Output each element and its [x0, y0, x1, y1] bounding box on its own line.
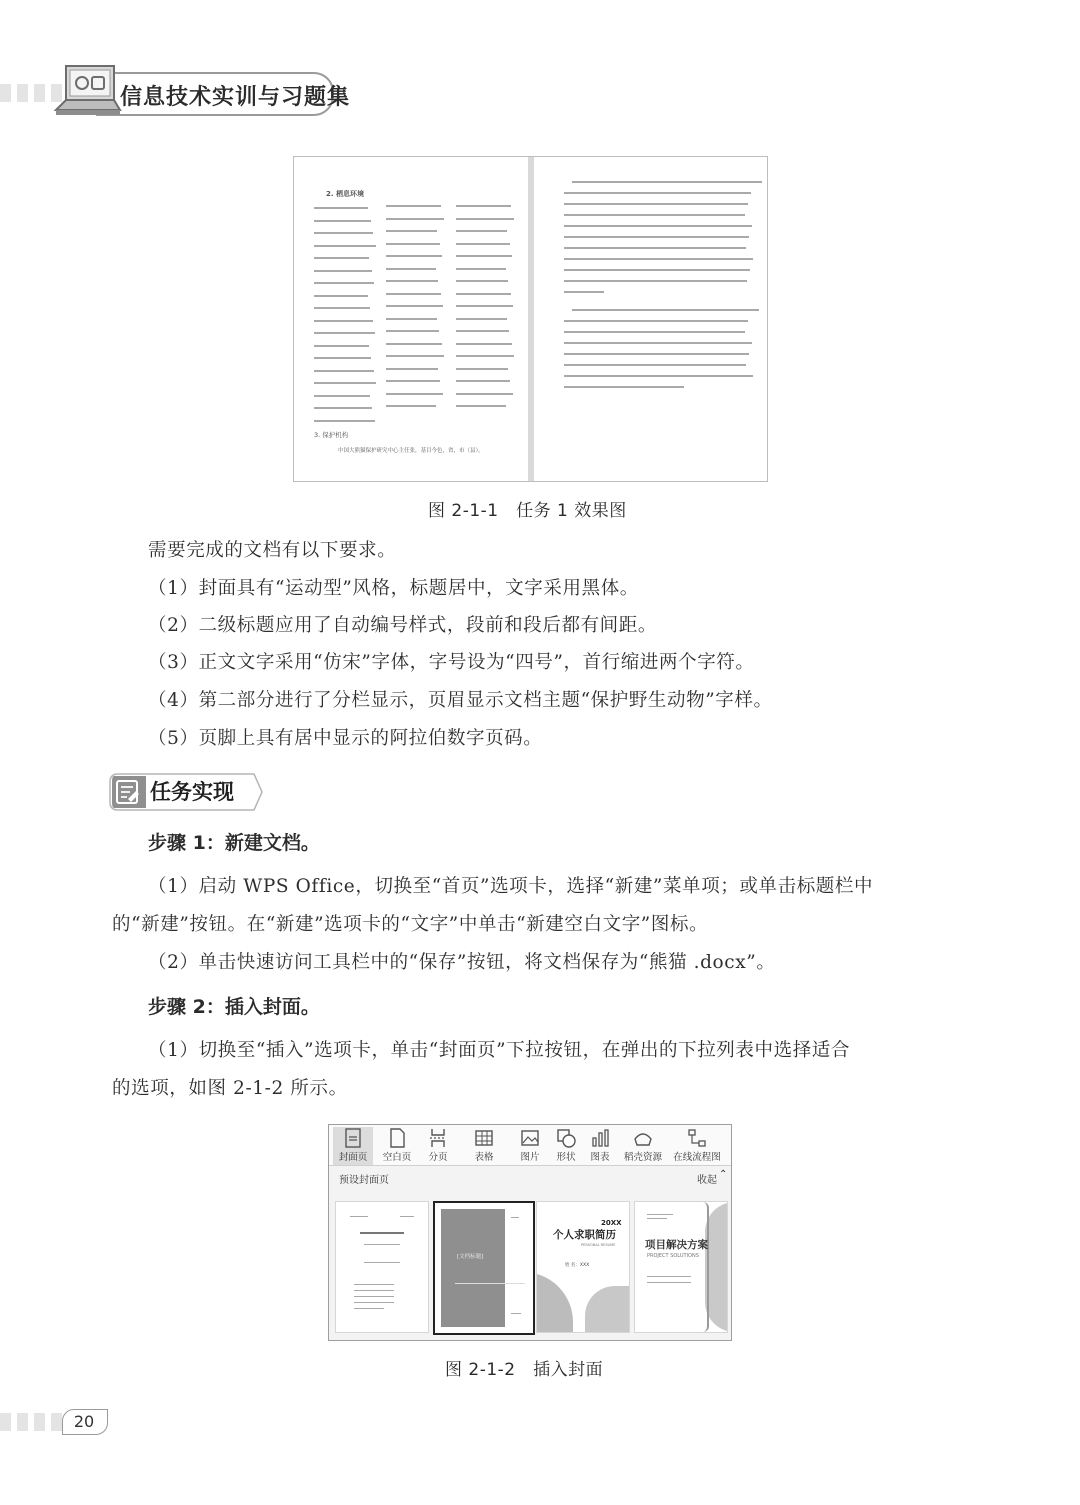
- preview-page-left: [294, 157, 529, 481]
- preview-line: [456, 293, 511, 295]
- requirement-item: （4）第二部分进行了分栏显示，页眉显示文档主题“保护野生动物”字样。: [148, 690, 773, 711]
- preview-line: [564, 364, 746, 366]
- blank-page-button[interactable]: [377, 1127, 417, 1165]
- preview-page-right: [534, 157, 767, 481]
- preview-line: [564, 203, 748, 205]
- step-2-line: 的选项，如图 2-1-2 所示。: [112, 1078, 348, 1099]
- shape-button[interactable]: [549, 1127, 583, 1165]
- preview-line: [564, 236, 749, 238]
- preview-line: [564, 353, 749, 355]
- requirement-item: （3）正文文字采用“仿宋”字体，字号设为“四号”，首行缩进两个字符。: [148, 652, 755, 673]
- preview-line: [314, 245, 376, 247]
- thumb-solution-title: 项目解决方案: [645, 1239, 708, 1251]
- preview-line: [314, 270, 372, 272]
- preview-line: [314, 345, 369, 347]
- ribbon-label: 封面页: [338, 1152, 368, 1163]
- ribbon-label: 图表: [590, 1152, 610, 1163]
- preview-line: [456, 268, 506, 270]
- preview-line: [386, 293, 441, 295]
- ribbon-label: 稻壳资源: [623, 1152, 662, 1163]
- preview-line: [314, 357, 371, 359]
- section-title: 任务实现: [150, 780, 234, 804]
- preview-line: [456, 343, 512, 345]
- preview-line: [386, 330, 439, 332]
- preview-line: [456, 380, 510, 382]
- thumb-resume-title: 个人求职简历: [553, 1229, 616, 1241]
- preview-line: [314, 382, 376, 384]
- preview-line: [456, 280, 508, 282]
- collapse-button[interactable]: 收起: [697, 1175, 717, 1186]
- preview-line: [564, 225, 752, 227]
- preview-line: [456, 330, 509, 332]
- flowchart-button[interactable]: [669, 1127, 725, 1165]
- requirement-item: （5）页脚上具有居中显示的阿拉伯数字页码。: [148, 728, 543, 749]
- preview-line: [564, 386, 684, 388]
- page-break-button[interactable]: [421, 1127, 455, 1165]
- figure-1-caption: 图 2-1-1 任务 1 效果图: [428, 501, 627, 521]
- preview-line: [564, 331, 745, 333]
- preview-line: [314, 370, 374, 372]
- requirement-item: （1）封面具有“运动型”风格，标题居中，文字采用黑体。: [148, 578, 639, 599]
- preview-line: [314, 232, 373, 234]
- cover-thumbnail-4[interactable]: [634, 1201, 728, 1333]
- preview-line: [314, 220, 371, 222]
- requirement-item: （2）二级标题应用了自动编号样式，段前和段后都有间距。: [148, 615, 657, 636]
- thumb-year: 20XX: [601, 1219, 622, 1227]
- preview-subheading: 3. 保护机构: [314, 431, 349, 439]
- preview-line: [314, 295, 368, 297]
- ribbon-label: 在线流程图: [673, 1152, 721, 1163]
- preview-line: [386, 230, 437, 232]
- preview-line: [456, 305, 513, 307]
- task-icon: [108, 772, 146, 812]
- cover-page-button[interactable]: [333, 1127, 373, 1165]
- figure-2-caption: 图 2-1-2 插入封面: [445, 1360, 604, 1380]
- preview-line: [386, 280, 438, 282]
- ribbon-label: 图片: [520, 1152, 540, 1163]
- preview-line: [564, 214, 745, 216]
- preview-line: [386, 205, 441, 207]
- preview-line: [456, 230, 507, 232]
- step-1-line: （2）单击快速访问工具栏中的“保存”按钮，将文档保存为“熊猫 .docx”。: [148, 952, 776, 973]
- preview-heading: 2. 栖息环境: [326, 190, 364, 198]
- preview-line: [456, 393, 513, 395]
- preview-line: [386, 368, 438, 370]
- picture-icon: [519, 1127, 541, 1149]
- ribbon-label: 分页: [428, 1152, 448, 1163]
- table-icon: [473, 1127, 495, 1149]
- footer-stripes: [0, 1413, 62, 1431]
- preview-line: [564, 258, 753, 260]
- thumb-title: [文档标题]: [457, 1254, 484, 1260]
- preview-line: [564, 192, 751, 194]
- insert-ribbon: [329, 1125, 731, 1166]
- preview-line: [572, 181, 762, 183]
- ribbon-label: 空白页: [382, 1152, 412, 1163]
- figure-1-document-preview: [293, 156, 768, 482]
- preview-line: [564, 291, 604, 293]
- page-break-icon: [427, 1127, 449, 1149]
- preset-cover-bar: [329, 1167, 731, 1187]
- resource-icon: [632, 1127, 654, 1149]
- thumb-resume-name: 姓 名：XXX: [565, 1263, 590, 1268]
- step-2-title: 步骤 2：插入封面。: [148, 996, 320, 1018]
- preview-line: [386, 355, 444, 357]
- preview-line: [456, 205, 511, 207]
- cover-page-icon: [342, 1127, 364, 1149]
- preview-line: [386, 243, 440, 245]
- preview-line: [456, 243, 510, 245]
- preview-line: [564, 375, 753, 377]
- resource-button[interactable]: [621, 1127, 665, 1165]
- preview-line: [564, 280, 747, 282]
- shape-icon: [555, 1127, 577, 1149]
- step-1-line: 的“新建”按钮。在“新建”选项卡的“文字”中单击“新建空白文字”图标。: [112, 914, 709, 935]
- figure-2-insert-cover: [328, 1124, 732, 1341]
- preview-line: [456, 255, 512, 257]
- cover-thumbnail-2[interactable]: [433, 1201, 535, 1335]
- preview-line: [456, 368, 508, 370]
- flowchart-icon: [686, 1127, 708, 1149]
- preview-line: [564, 342, 752, 344]
- preview-line: [564, 269, 750, 271]
- preview-line: [572, 309, 759, 311]
- preview-line: [564, 247, 746, 249]
- laptop-icon: [52, 60, 122, 122]
- cover-thumbnail-1[interactable]: [335, 1201, 429, 1333]
- preview-line: [314, 320, 373, 322]
- preview-line: [386, 255, 442, 257]
- preset-label: 预设封面页: [339, 1175, 389, 1186]
- ribbon-label: 形状: [556, 1152, 576, 1163]
- preview-footer-line: 中国大熊猫保护研究中心主任张，基目今色，省，市（县）。: [338, 448, 484, 454]
- chart-button[interactable]: [585, 1127, 615, 1165]
- blank-page-icon: [386, 1127, 408, 1149]
- chevron-up-icon: ⌃: [719, 1169, 728, 1180]
- preview-line: [386, 268, 436, 270]
- preview-line: [564, 320, 748, 322]
- book-title: 信息技术实训与习题集: [120, 85, 351, 110]
- preview-line: [386, 305, 443, 307]
- preview-line: [314, 332, 375, 334]
- preview-line: [314, 395, 370, 397]
- preview-line: [386, 393, 443, 395]
- preview-line: [314, 257, 369, 259]
- preview-line: [386, 380, 440, 382]
- preview-line: [456, 405, 506, 407]
- preview-line: [314, 307, 370, 309]
- ribbon-label: 表格: [474, 1152, 494, 1163]
- step-2-line: （1）切换至“插入”选项卡，单击“封面页”下拉按钮，在弹出的下拉列表中选择适合: [148, 1040, 851, 1061]
- thumb-solution-sub: PROJECT SOLUTIONS: [647, 1253, 699, 1259]
- step-1-line: （1）启动 WPS Office，切换至“首页”选项卡，选择“新建”菜单项；或单击标题栏中: [148, 876, 874, 897]
- preview-line: [456, 355, 514, 357]
- step-1-title: 步骤 1：新建文档。: [148, 832, 320, 854]
- preview-line: [314, 420, 375, 422]
- preview-line: [386, 318, 437, 320]
- preview-line: [456, 318, 507, 320]
- page-number: 20: [73, 1412, 95, 1431]
- preview-line: [456, 218, 514, 220]
- requirements-intro: 需要完成的文档有以下要求。: [148, 540, 397, 561]
- preview-line: [386, 218, 444, 220]
- cover-thumbnail-3[interactable]: [536, 1201, 630, 1333]
- preview-line: [386, 405, 436, 407]
- picture-button[interactable]: [513, 1127, 547, 1165]
- thumb-resume-sub: PERSONAL RESUME: [581, 1243, 616, 1247]
- preview-line: [314, 407, 372, 409]
- table-button[interactable]: [467, 1127, 501, 1165]
- preview-line: [314, 282, 374, 284]
- preview-line: [314, 207, 368, 209]
- chart-icon: [589, 1127, 611, 1149]
- preview-line: [386, 343, 442, 345]
